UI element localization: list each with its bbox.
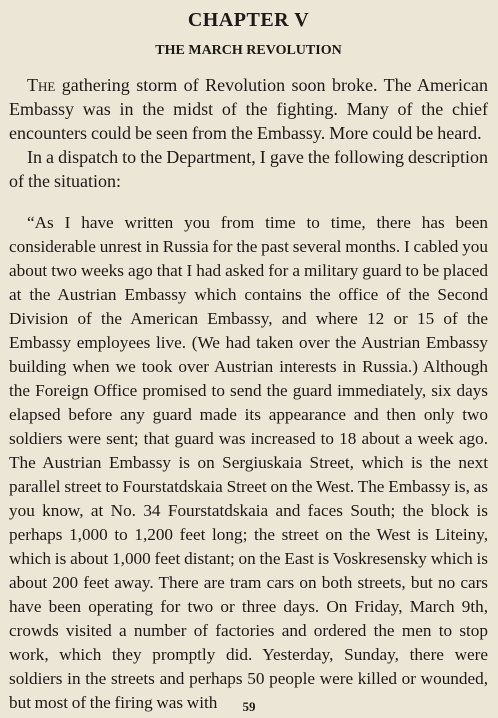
- paragraph-1: [9, 73, 488, 145]
- paragraph-2: In a dispatch to the Department, I gave the following description of the situation:: [9, 147, 488, 191]
- paragraph-1-text: gathering storm of Revolution soon broke. The American Embassy was in the midst of the fighting. Many of the chief encounters could be seen from the Embassy. More could be heard.: [9, 75, 488, 143]
- chapter-title: THE MARCH REVOLUTION: [155, 43, 342, 58]
- paragraph-1-lead-word: The: [27, 75, 56, 95]
- paragraph-3-quoted-dispatch: “As I have written you from time to time, there has been considerable unrest in Russia for the past several months. I cabled you about two weeks ago that I had asked for a military guard to be placed at the Austrian Embassy which contains the office of the Second Division of the American Embassy, and where 12 or 15 of the Embassy employees live. (We had taken over the Austrian Embassy building when we took over Austrian interests in Russia.) Although the Foreign Office promised to send the guard immediately, six days elapsed before any guard made its appearance and then only two soldiers were sent; that guard was increased to 18 about a week ago. The Austrian Embassy is on Sergiuskaia Street, which is the next parallel street to Fourstatdskaia Street on the West. The Embassy is, as you know, at No. 34 Fourstatdskaia and faces South; the block is perhaps 1,000 to 1,200 feet long; the street on the West is Liteiny, which is about 1,000 feet distant; on the East is Voskresensky which is about 200 feet away. There are tram cars on both streets, but no cars have been operating for two or three days. On Friday, March 9th, crowds visited a number of factories and ordered the men to stop work, which they promptly did. Yesterday, Sunday, there were soldiers in the streets and perhaps 50 people were killed or wounded, but most of the firing was with: [9, 213, 488, 712]
- chapter-heading: CHAPTER V: [187, 9, 310, 31]
- page-number: 59: [242, 699, 256, 714]
